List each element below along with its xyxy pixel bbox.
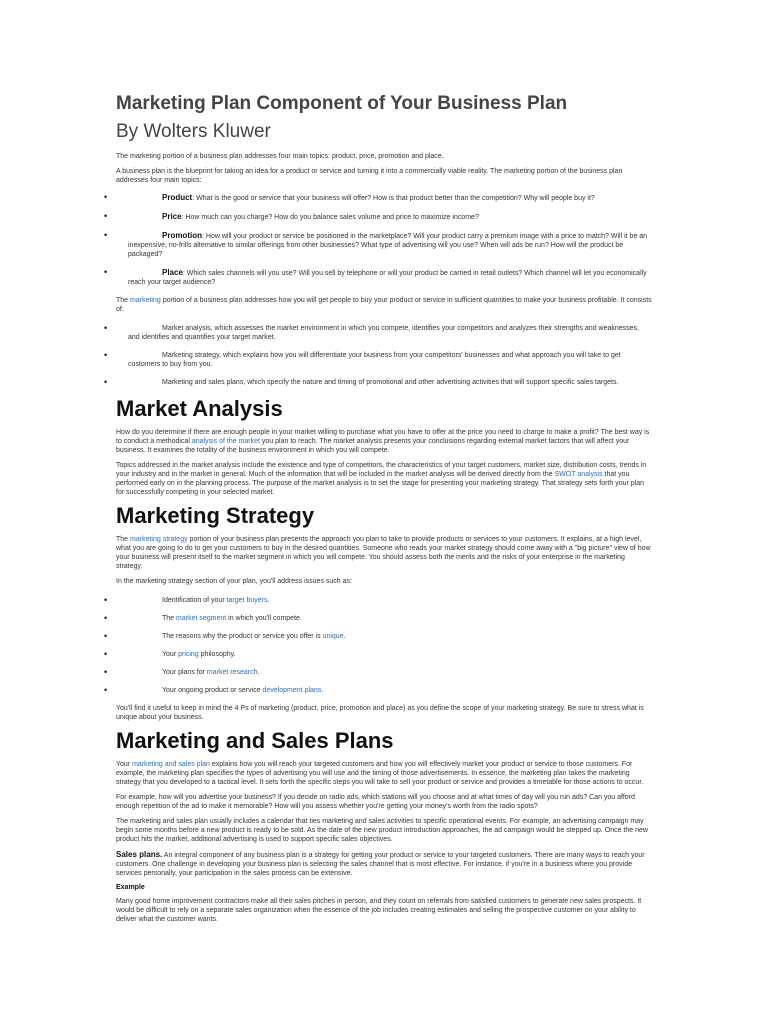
list-item-issue: • The reasons why the product or service you offer is unique. — [104, 631, 346, 641]
term-place: Place — [162, 268, 183, 277]
list-item-promotion — [104, 230, 652, 259]
sales-plans-paragraph-1: Your marketing and sales plan explains how you will reach your targeted customers and how you will effectively market your product or service to those customers. For example, the marketing plan specifies the types of advertising you will use and the timing of those advertisements. In essence, the marketing plan takes the marketing strategy that you developed to a tactical level. It sets forth the specific steps you will take to sell your product or service and provides a timetable for those actions to occur. — [116, 761, 644, 786]
link-pricing[interactable]: pricing — [178, 651, 199, 658]
consists-of-paragraph: The marketing portion of a business plan addresses how you will get people to buy your product or service in sufficient quantities to make your business profitable. It consists of: — [116, 297, 652, 313]
bullet-icon: • — [104, 377, 108, 387]
term-promotion-text: : How will your product or service be positioned in the marketplace? Will your product carry a premium image with a price to match? Will it be an inexpensive, no-frills alternative to similar offerings from other businesses? What type of advertising will you use? When will ads be run? How will the product be packaged? — [128, 233, 648, 258]
sales-plans-paragraph-4: Sales plans. An integral component of any business plan is a strategy for getting your product or service to your targeted customers. There are many ways to reach your customers. One challenge in developing your business plan is selecting the sales channel that is most effective. For instance, if you're in a business where you provide services personally, your participation in the sales process can be extensive. — [116, 850, 645, 877]
list-item-issue: • Your pricing philosophy. — [104, 649, 236, 659]
bullet-icon: • — [104, 230, 108, 240]
bullet-icon: • — [104, 613, 108, 623]
list-item-issue: • Your ongoing product or service development plans. — [104, 685, 324, 695]
bullet-icon: • — [104, 350, 108, 360]
sales-plans-paragraph-3: The marketing and sales plan usually includes a calendar that ties marketing and sales activities to specific operational events. For example, an advertising campaign may begin some months before a new product is ready to be sold. As the date of the new product introduction approaches, the ad campaign would be stepped up. Once the new product hits the market, additional advertising is used to support specific sales objectives. — [116, 818, 648, 843]
bullet-icon: • — [104, 192, 108, 202]
example-heading: Example — [116, 884, 145, 891]
term-promotion: Promotion — [162, 231, 202, 240]
bullet-icon: • — [104, 667, 108, 677]
marketing-strategy-paragraph-1: The marketing strategy portion of your business plan presents the approach you plan to take to provide products or services to your customers. It explains, at a high level, what you are going to do to get your customers to buy in the desired quantities. Someone who reads your market strategy should come away with a "big picture" view of how your business will present itself to the market segment in which you will compete. You should assess both the merits and the risks of your enterprise in the marketing strategy. — [116, 536, 651, 570]
link-target-buyers[interactable]: target buyers — [226, 597, 268, 604]
list-item-sales-plans: • Marketing and sales plans, which specify the nature and timing of promotional and other advertising activities that will support specific sales targets. — [104, 377, 619, 387]
link-marketing[interactable]: marketing — [130, 297, 161, 304]
link-marketing-and-sales-plan[interactable]: marketing and sales plan — [132, 761, 210, 768]
link-market-research[interactable]: market research — [206, 669, 258, 676]
link-market-segment[interactable]: market segment — [176, 615, 227, 622]
link-analysis-of-the-market[interactable]: analysis of the market — [191, 438, 260, 445]
link-unique[interactable]: unique — [322, 633, 344, 640]
market-analysis-paragraph-2: Topics addressed in the market analysis include the existence and type of competitors, the characteristics of your target customers, market size, distribution costs, trends in your industry and in the market in general. Much of the information that will be included in the market analysis will be derived directly from the SWOT analysis that you performed early on in the planning process. The purpose of the market analysis is to set the stage for presenting your marketing strategy. That strategy sets forth your plan for successfully competing in your selected market. — [116, 462, 647, 496]
list-item-marketing-strategy: • Marketing strategy, which explains how you will differentiate your business from your competitors' businesses and what approach you will take to get customers to buy from you. — [104, 350, 621, 368]
bullet-icon: • — [104, 267, 108, 277]
bullet-icon: • — [104, 323, 108, 333]
example-paragraph: Many good home improvement contractors make all their sales pitches in person, and they count on referrals from satisfied customers to generate new sales prospects. It would be difficult to rely on a separate sales organization when the essence of the job includes creating estimates and selling the prospective customer on your ability to deliver what the customer wants. — [116, 898, 642, 923]
sales-plans-paragraph-2: For example, how will you advertise your business? If you decide on radio ads, which stations will you choose and at what times of day will you run ads? Can you afford enough repetition of the ad to make it memorable? How will you assess whether you're getting your money's worth from the radio spots? — [116, 794, 635, 810]
issues-list — [104, 595, 652, 695]
bullet-icon: • — [104, 211, 108, 221]
term-product: Product — [162, 193, 193, 202]
marketing-strategy-paragraph-2: In the marketing strategy section of your plan, you'll address issues such as: — [116, 578, 352, 585]
list-item-issue: • Identification of your target buyers. — [104, 595, 270, 605]
heading-market-analysis: Market Analysis — [116, 396, 283, 421]
bullet-icon: • — [104, 595, 108, 605]
term-product-text: : What is the good or service that your business will offer? How is that product better than the competition? Why will people buy it? — [192, 195, 595, 202]
list-item-issue: • Your plans for market research. — [104, 667, 260, 677]
heading-marketing-strategy: Marketing Strategy — [116, 503, 315, 528]
link-development-plans[interactable]: development plans — [262, 687, 322, 694]
list-item-product — [104, 192, 652, 203]
intro-paragraph-1: The marketing portion of a business plan addresses four main topics: product, price, promotion and place. — [116, 153, 444, 160]
list-item-place — [104, 267, 652, 287]
bullet-icon: • — [104, 649, 108, 659]
heading-marketing-and-sales-plans: Marketing and Sales Plans — [116, 728, 394, 753]
list-item-issue: • The market segment in which you'll compete. — [104, 613, 302, 623]
list-item-price — [104, 211, 652, 222]
list-item-market-analysis: • Market analysis, which assesses the market environment in which you compete, identifies your competitors and analyzes their strengths and weaknesses, and identifies and quantifies your target market. — [104, 323, 640, 341]
market-analysis-paragraph-1: How do you determine if there are enough people in your market willing to purchase what you have to offer at the price you need to charge to make a profit? The best way is to conduct a methodical analysis of the market you plan to reach. The market analysis presents your conclusions regarding external market factors that will affect your business. It examines the totality of the business environment in which you will compete. — [116, 429, 650, 454]
term-place-text: : Which sales channels will you use? Will you sell by telephone or will your product be carried in retail outlets? Which channel will let you economically reach your target audience? — [128, 270, 647, 286]
intro-paragraph-2: A business plan is the blueprint for taking an idea for a product or service and turning it into a commercially viable reality. The marketing portion of the business plan addresses four main topics: — [116, 168, 623, 184]
document-title: Marketing Plan Component of Your Business Plan — [116, 93, 568, 114]
term-price-text: : How much can you charge? How do you balance sales volume and price to maximize income? — [181, 214, 479, 221]
marketing-strategy-paragraph-3: You'll find it useful to keep in mind the 4 Ps of marketing (product, price, promotion and place) as you define the scope of your marketing strategy. Be sure to stress what is unique about your business. — [116, 705, 644, 721]
components-list — [104, 323, 652, 387]
four-ps-list — [104, 192, 652, 287]
bullet-icon: • — [104, 631, 108, 641]
document-content — [104, 92, 652, 930]
link-marketing-strategy[interactable]: marketing strategy — [130, 536, 188, 543]
bullet-icon: • — [104, 685, 108, 695]
document-byline: By Wolters Kluwer — [116, 121, 271, 142]
link-swot-analysis[interactable]: SWOT analysis — [554, 471, 603, 478]
sales-plans-label: Sales plans. — [116, 850, 163, 859]
term-price: Price — [162, 212, 182, 221]
